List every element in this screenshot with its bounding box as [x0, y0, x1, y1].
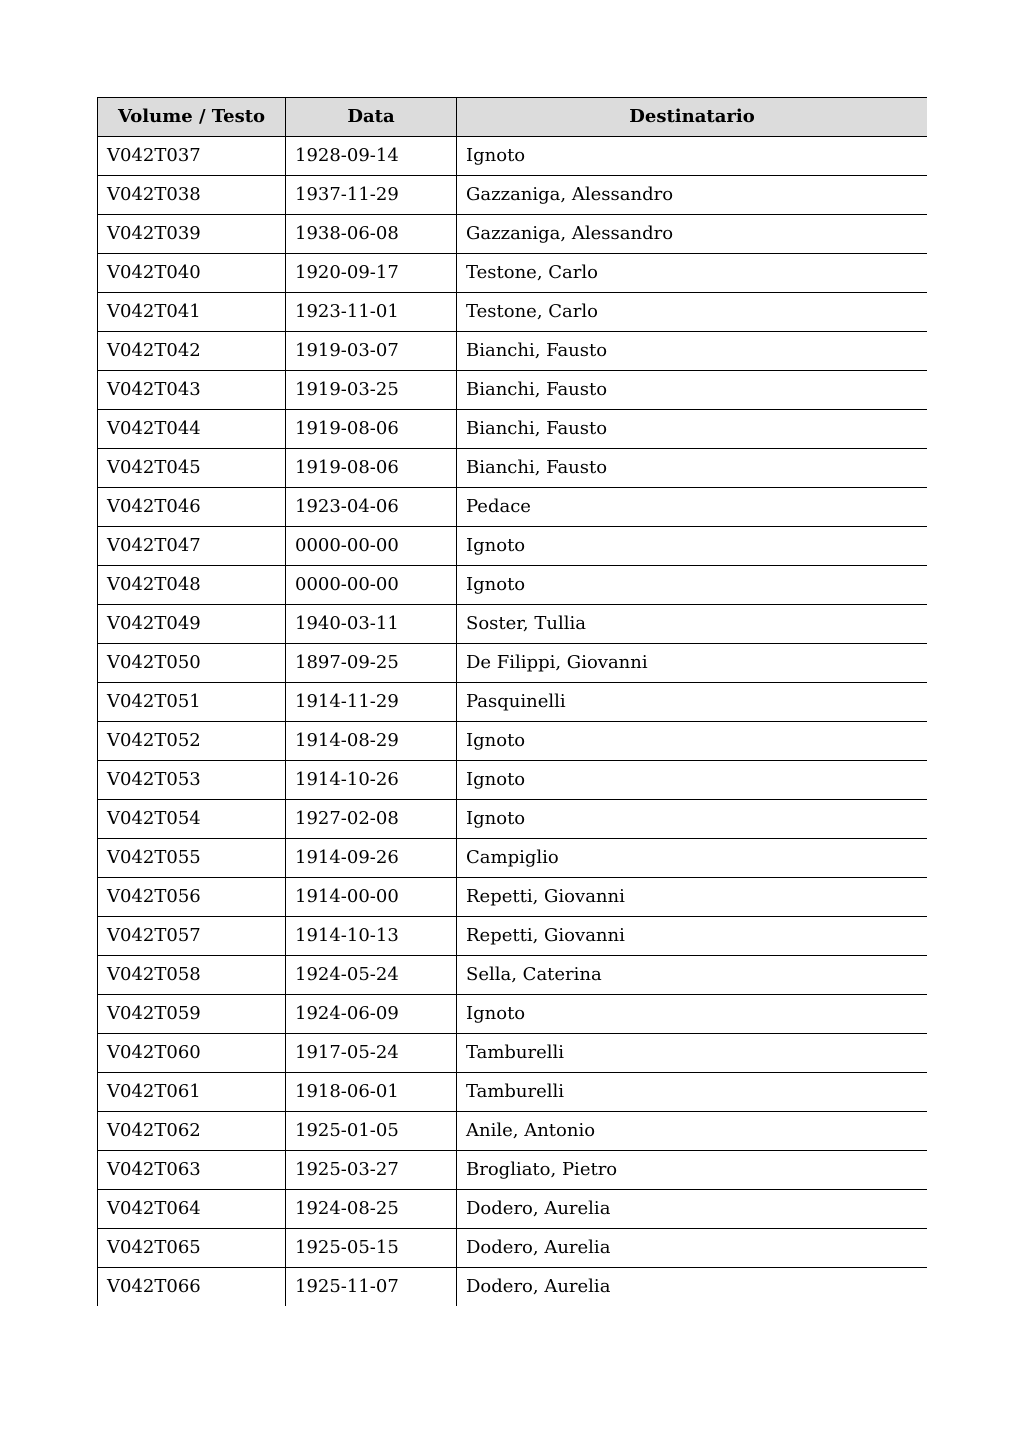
table-row: [98, 1268, 928, 1307]
table-container: [97, 97, 927, 1312]
table-row: [98, 410, 928, 449]
cell-volume-testo: V042T057: [98, 917, 286, 956]
table-body: [98, 137, 928, 1307]
table-row: [98, 449, 928, 488]
table-row: [98, 254, 928, 293]
cell-destinatario: Repetti, Giovanni: [457, 878, 928, 917]
cell-data: 1925-03-27: [286, 1151, 457, 1190]
cell-data: 1914-10-26: [286, 761, 457, 800]
cell-data: 1919-08-06: [286, 449, 457, 488]
cell-destinatario: Brogliato, Pietro: [457, 1151, 928, 1190]
cell-destinatario: Tamburelli: [457, 1073, 928, 1112]
table-row: [98, 995, 928, 1034]
table-row: [98, 527, 928, 566]
table-row: [98, 800, 928, 839]
cell-volume-testo: V042T059: [98, 995, 286, 1034]
cell-data: 0000-00-00: [286, 566, 457, 605]
cell-destinatario: Pasquinelli: [457, 683, 928, 722]
cell-destinatario: Soster, Tullia: [457, 605, 928, 644]
cell-destinatario: Tamburelli: [457, 1034, 928, 1073]
cell-destinatario: Bianchi, Fausto: [457, 332, 928, 371]
cell-volume-testo: V042T048: [98, 566, 286, 605]
cell-destinatario: Dodero, Aurelia: [457, 1229, 928, 1268]
table-row: [98, 878, 928, 917]
cell-destinatario: Dodero, Aurelia: [457, 1190, 928, 1229]
cell-volume-testo: V042T050: [98, 644, 286, 683]
cell-volume-testo: V042T061: [98, 1073, 286, 1112]
table-row: [98, 488, 928, 527]
cell-volume-testo: V042T044: [98, 410, 286, 449]
cell-volume-testo: V042T063: [98, 1151, 286, 1190]
cell-destinatario: Gazzaniga, Alessandro: [457, 215, 928, 254]
cell-volume-testo: V042T053: [98, 761, 286, 800]
header-row: [98, 98, 928, 137]
cell-data: 1914-11-29: [286, 683, 457, 722]
table-row: [98, 1112, 928, 1151]
cell-destinatario: Bianchi, Fausto: [457, 410, 928, 449]
cell-volume-testo: V042T062: [98, 1112, 286, 1151]
cell-data: 1923-04-06: [286, 488, 457, 527]
cell-data: 1914-09-26: [286, 839, 457, 878]
cell-destinatario: Repetti, Giovanni: [457, 917, 928, 956]
table-row: [98, 332, 928, 371]
cell-destinatario: Campiglio: [457, 839, 928, 878]
header-data: Data: [286, 98, 457, 137]
table-row: [98, 215, 928, 254]
cell-destinatario: Bianchi, Fausto: [457, 449, 928, 488]
cell-data: 1937-11-29: [286, 176, 457, 215]
cell-volume-testo: V042T038: [98, 176, 286, 215]
cell-volume-testo: V042T046: [98, 488, 286, 527]
table-row: [98, 956, 928, 995]
cell-volume-testo: V042T066: [98, 1268, 286, 1307]
cell-volume-testo: V042T041: [98, 293, 286, 332]
cell-volume-testo: V042T055: [98, 839, 286, 878]
cell-volume-testo: V042T042: [98, 332, 286, 371]
cell-data: 1924-05-24: [286, 956, 457, 995]
cell-data: 1920-09-17: [286, 254, 457, 293]
cell-volume-testo: V042T065: [98, 1229, 286, 1268]
table-row: [98, 761, 928, 800]
cell-data: 1919-03-25: [286, 371, 457, 410]
cell-data: 1919-08-06: [286, 410, 457, 449]
table-row: [98, 566, 928, 605]
table-row: [98, 1190, 928, 1229]
cell-volume-testo: V042T051: [98, 683, 286, 722]
cell-volume-testo: V042T045: [98, 449, 286, 488]
cell-data: 1897-09-25: [286, 644, 457, 683]
cell-data: 1927-02-08: [286, 800, 457, 839]
cell-data: 1940-03-11: [286, 605, 457, 644]
cell-volume-testo: V042T056: [98, 878, 286, 917]
table-row: [98, 1034, 928, 1073]
cell-volume-testo: V042T047: [98, 527, 286, 566]
cell-destinatario: Dodero, Aurelia: [457, 1268, 928, 1307]
cell-volume-testo: V042T040: [98, 254, 286, 293]
table-row: [98, 1229, 928, 1268]
cell-data: 1919-03-07: [286, 332, 457, 371]
header-destinatario: Destinatario: [457, 98, 928, 137]
cell-destinatario: Ignoto: [457, 566, 928, 605]
cell-data: 1925-11-07: [286, 1268, 457, 1307]
cell-data: 1925-01-05: [286, 1112, 457, 1151]
cell-destinatario: De Filippi, Giovanni: [457, 644, 928, 683]
table-row: [98, 137, 928, 176]
cell-volume-testo: V042T060: [98, 1034, 286, 1073]
cell-destinatario: Ignoto: [457, 995, 928, 1034]
cell-volume-testo: V042T043: [98, 371, 286, 410]
table-row: [98, 917, 928, 956]
cell-volume-testo: V042T058: [98, 956, 286, 995]
cell-volume-testo: V042T039: [98, 215, 286, 254]
table-row: [98, 1151, 928, 1190]
cell-data: 1938-06-08: [286, 215, 457, 254]
letters-table: [97, 97, 927, 1306]
table-row: [98, 176, 928, 215]
cell-data: 0000-00-00: [286, 527, 457, 566]
cell-data: 1914-10-13: [286, 917, 457, 956]
cell-destinatario: Testone, Carlo: [457, 293, 928, 332]
cell-volume-testo: V042T064: [98, 1190, 286, 1229]
cell-destinatario: Ignoto: [457, 722, 928, 761]
cell-data: 1918-06-01: [286, 1073, 457, 1112]
table-row: [98, 722, 928, 761]
cell-data: 1914-08-29: [286, 722, 457, 761]
cell-destinatario: Bianchi, Fausto: [457, 371, 928, 410]
cell-data: 1924-08-25: [286, 1190, 457, 1229]
cell-destinatario: Ignoto: [457, 137, 928, 176]
cell-volume-testo: V042T049: [98, 605, 286, 644]
cell-data: 1928-09-14: [286, 137, 457, 176]
cell-data: 1925-05-15: [286, 1229, 457, 1268]
cell-destinatario: Sella, Caterina: [457, 956, 928, 995]
table-row: [98, 293, 928, 332]
cell-destinatario: Pedace: [457, 488, 928, 527]
cell-volume-testo: V042T037: [98, 137, 286, 176]
table-row: [98, 605, 928, 644]
cell-destinatario: Testone, Carlo: [457, 254, 928, 293]
cell-data: 1917-05-24: [286, 1034, 457, 1073]
cell-destinatario: Ignoto: [457, 761, 928, 800]
cell-destinatario: Ignoto: [457, 800, 928, 839]
table-row: [98, 839, 928, 878]
table-row: [98, 371, 928, 410]
cell-destinatario: Gazzaniga, Alessandro: [457, 176, 928, 215]
cell-destinatario: Ignoto: [457, 527, 928, 566]
table-header: [98, 98, 928, 137]
cell-volume-testo: V042T054: [98, 800, 286, 839]
cell-data: 1923-11-01: [286, 293, 457, 332]
header-volume-testo: Volume / Testo: [98, 98, 286, 137]
table-row: [98, 1073, 928, 1112]
cell-data: 1914-00-00: [286, 878, 457, 917]
cell-destinatario: Anile, Antonio: [457, 1112, 928, 1151]
table-row: [98, 683, 928, 722]
table-row: [98, 644, 928, 683]
cell-volume-testo: V042T052: [98, 722, 286, 761]
cell-data: 1924-06-09: [286, 995, 457, 1034]
